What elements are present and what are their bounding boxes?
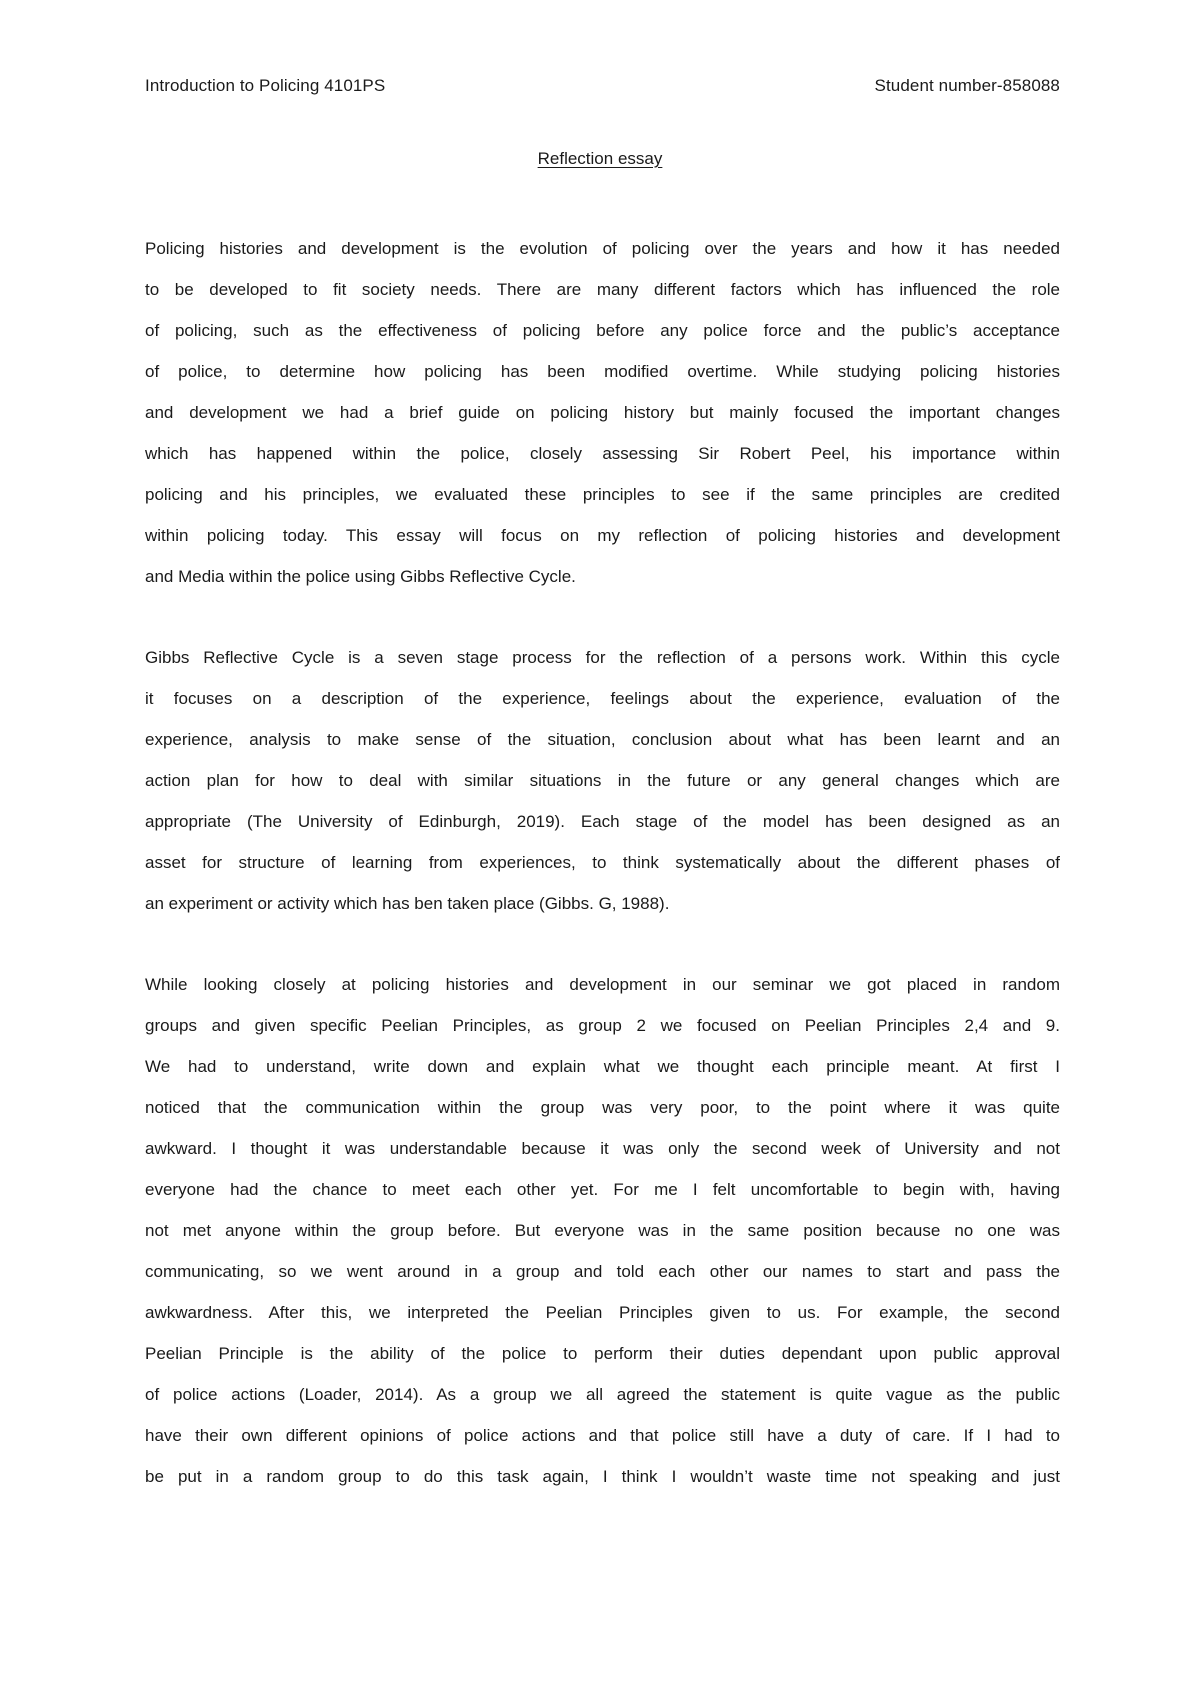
- text-line: communicating, so we went around in a group and told each other our names to start and pass the: [145, 1262, 1060, 1281]
- text-line: noticed that the communication within the group was very poor, to the point where it was quite: [145, 1098, 1060, 1117]
- text-line: have their own different opinions of police actions and that police still have a duty of care. If I had to: [145, 1426, 1060, 1445]
- text-line: Peelian Principle is the ability of the police to perform their duties dependant upon public approval: [145, 1344, 1060, 1363]
- text-line: and development we had a brief guide on policing history but mainly focused the important changes: [145, 403, 1060, 422]
- essay-body: [145, 228, 1060, 1537]
- text-line: of policing, such as the effectiveness of policing before any police force and the public’s acceptance: [145, 321, 1060, 340]
- text-line: While looking closely at policing histories and development in our seminar we got placed in random: [145, 975, 1060, 994]
- student-number: Student number-858088: [874, 76, 1060, 95]
- text-line: which has happened within the police, closely assessing Sir Robert Peel, his importance within: [145, 444, 1060, 463]
- text-line: Gibbs Reflective Cycle is a seven stage process for the reflection of a persons work. Within this cycle: [145, 648, 1060, 667]
- text-line: not met anyone within the group before. But everyone was in the same position because no one was: [145, 1221, 1060, 1240]
- text-line: policing and his principles, we evaluated these principles to see if the same principles are credited: [145, 485, 1060, 504]
- text-line: and Media within the police using Gibbs Reflective Cycle.: [145, 567, 576, 586]
- text-line: it focuses on a description of the experience, feelings about the experience, evaluation of the: [145, 689, 1060, 708]
- text-line: groups and given specific Peelian Principles, as group 2 we focused on Peelian Principles 2,4 and 9.: [145, 1016, 1060, 1035]
- essay-title: Reflection essay: [537, 149, 663, 168]
- text-line: of police, to determine how policing has been modified overtime. While studying policing histories: [145, 362, 1060, 381]
- text-line: everyone had the chance to meet each other yet. For me I felt uncomfortable to begin with, having: [145, 1180, 1060, 1199]
- text-line: to be developed to fit society needs. There are many different factors which has influenced the role: [145, 280, 1060, 299]
- page-header: [145, 76, 1060, 96]
- text-line: an experiment or activity which has ben taken place (Gibbs. G, 1988).: [145, 894, 670, 913]
- text-line: within policing today. This essay will focus on my reflection of policing histories and development: [145, 526, 1060, 545]
- text-line: asset for structure of learning from experiences, to think systematically about the different phases of: [145, 853, 1060, 872]
- course-title: Introduction to Policing 4101PS: [145, 76, 386, 95]
- text-line: of police actions (Loader, 2014). As a group we all agreed the statement is quite vague as the public: [145, 1385, 1060, 1404]
- text-line: action plan for how to deal with similar situations in the future or any general changes which are: [145, 771, 1060, 790]
- paragraph-gibbs-cycle: [145, 637, 1060, 924]
- text-line: Policing histories and development is the evolution of policing over the years and how it has needed: [145, 239, 1060, 258]
- text-line: awkward. I thought it was understandable because it was only the second week of University and not: [145, 1139, 1060, 1158]
- text-line: appropriate (The University of Edinburgh, 2019). Each stage of the model has been designed as an: [145, 812, 1060, 831]
- paragraph-seminar: [145, 964, 1060, 1497]
- text-line: experience, analysis to make sense of the situation, conclusion about what has been learnt and an: [145, 730, 1060, 749]
- text-line: be put in a random group to do this task again, I think I wouldn’t waste time not speaking and just: [145, 1467, 1060, 1486]
- text-line: awkwardness. After this, we interpreted the Peelian Principles given to us. For example, the second: [145, 1303, 1060, 1322]
- paragraph-intro: [145, 228, 1060, 597]
- text-line: We had to understand, write down and explain what we thought each principle meant. At first I: [145, 1057, 1060, 1076]
